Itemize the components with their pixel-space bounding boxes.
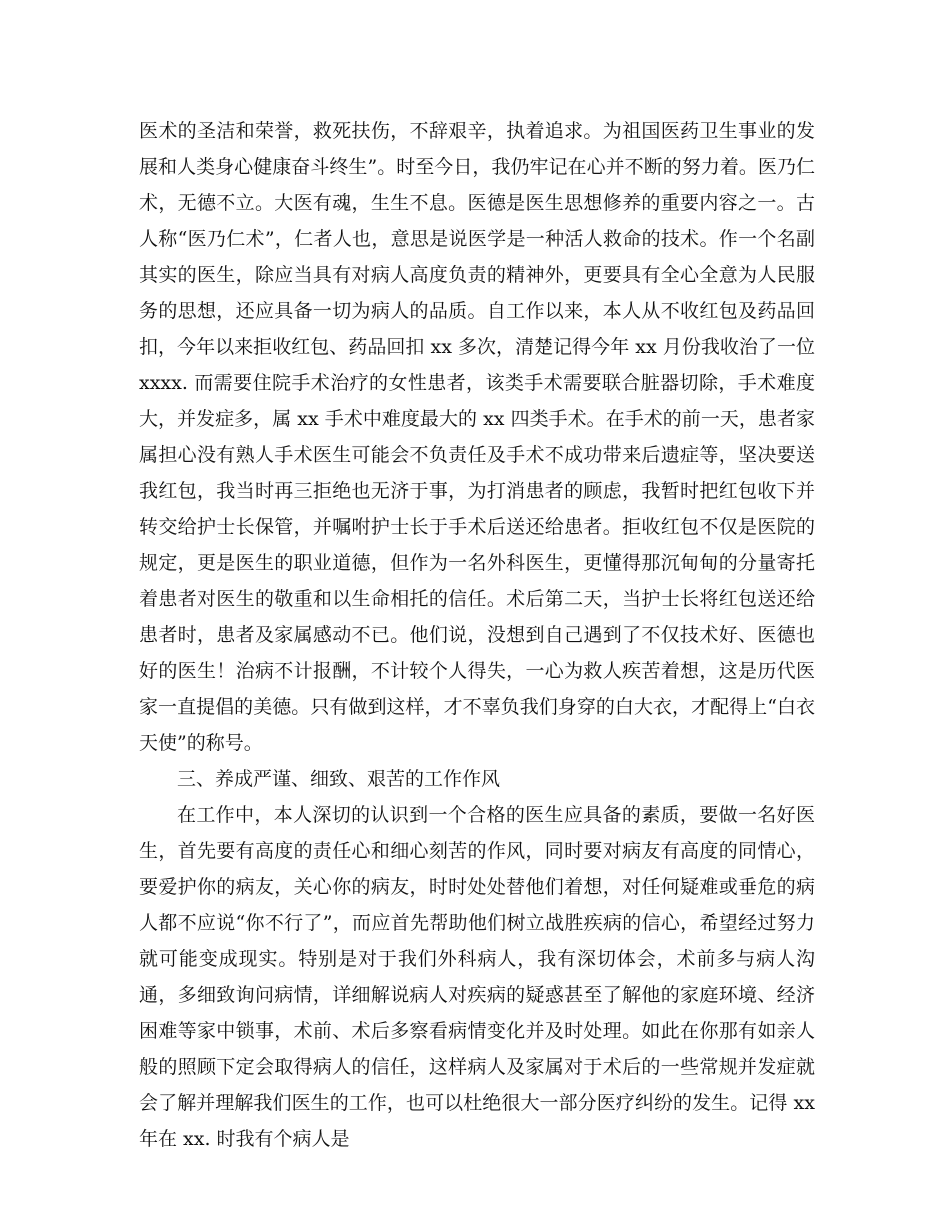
paragraph-continued: 医术的圣洁和荣誉，救死扶伤，不辞艰辛，执着追求。为祖国医药卫生事业的发展和人类身心健康奋斗终生”。时至今日，我仍牢记在心并不断的努力着。医乃仁术，无德不立。大医有魂，生生不息。医德是医生思想修养的重要内容之一。古人称“医乃仁术”，仁者人也，意思是说医学是一种活人救命的技术。作一个名副其实的医生，除应当具有对病人高度负责的精神外，更要具有全心全意为人民服务的思想，还应具备一切为病人的品质。自工作以来，本人从不收红包及药品回扣，今年以来拒收红包、药品回扣 xx 多次，清楚记得今年 xx 月份我收治了一位 xxxx. 而需要住院手术治疗的女性患者，该类手术需要联合脏器切除，手术难度大，并发症多，属 xx 手术中难度最大的 xx 四类手术。在手术的前一天，患者家属担心没有熟人手术医生可能会不负责任及手术不成功带来后遗症等，坚决要送我红包，我当时再三拒绝也无济于事，为打消患者的顾虑，我暂时把红包收下并转交给护士长保管，并嘱咐护士长于手术后送还给患者。拒收红包不仅是医院的规定，更是医生的职业道德，但作为一名外科医生，更懂得那沉甸甸的分量寄托着患者对医生的敬重和以生命相托的信任。术后第二天，当护士长将红包送还给患者时，患者及家属感动不已。他们说，没想到自己遇到了不仅技术好、医德也好的医生！治病不计报酬，不计较个人得失，一心为救人疾苦着想，这是历代医家一直提倡的美德。只有做到这样，才不辜负我们身穿的白大衣，才配得上“白衣天使”的称号。 (139, 120, 815, 754)
paragraph-work-style: 在工作中，本人深切的认识到一个合格的医生应具备的素质，要做一名好医生，首先要有高度的责任心和细心刻苦的作风，同时要对病友有高度的同情心，要爱护你的病友，关心你的病友，时时处处替他们着想，对任何疑难或垂危的病人都不应说“你不行了”，而应首先帮助他们树立战胜疾病的信心，希望经过努力就可能变成现实。特别是对于我们外科病人，我有深切体会，术前多与病人沟通，多细致询问病情，详细解说病人对疾病的疑惑甚至了解他的家庭环境、经济困难等家中锁事，术前、术后多察看病情变化并及时处理。如此在你那有如亲人般的照顾下定会取得病人的信任，这样病人及家属对于术后的一些常规并发症就会了解并理解我们医生的工作，也可以杜绝很大一部分医疗纠纷的发生。记得 xx 年在 xx. 时我有个病人是 (139, 804, 815, 1150)
document-body (139, 113, 815, 1157)
section-heading: 三、养成严谨、细致、艰苦的工作作风 (177, 768, 501, 790)
